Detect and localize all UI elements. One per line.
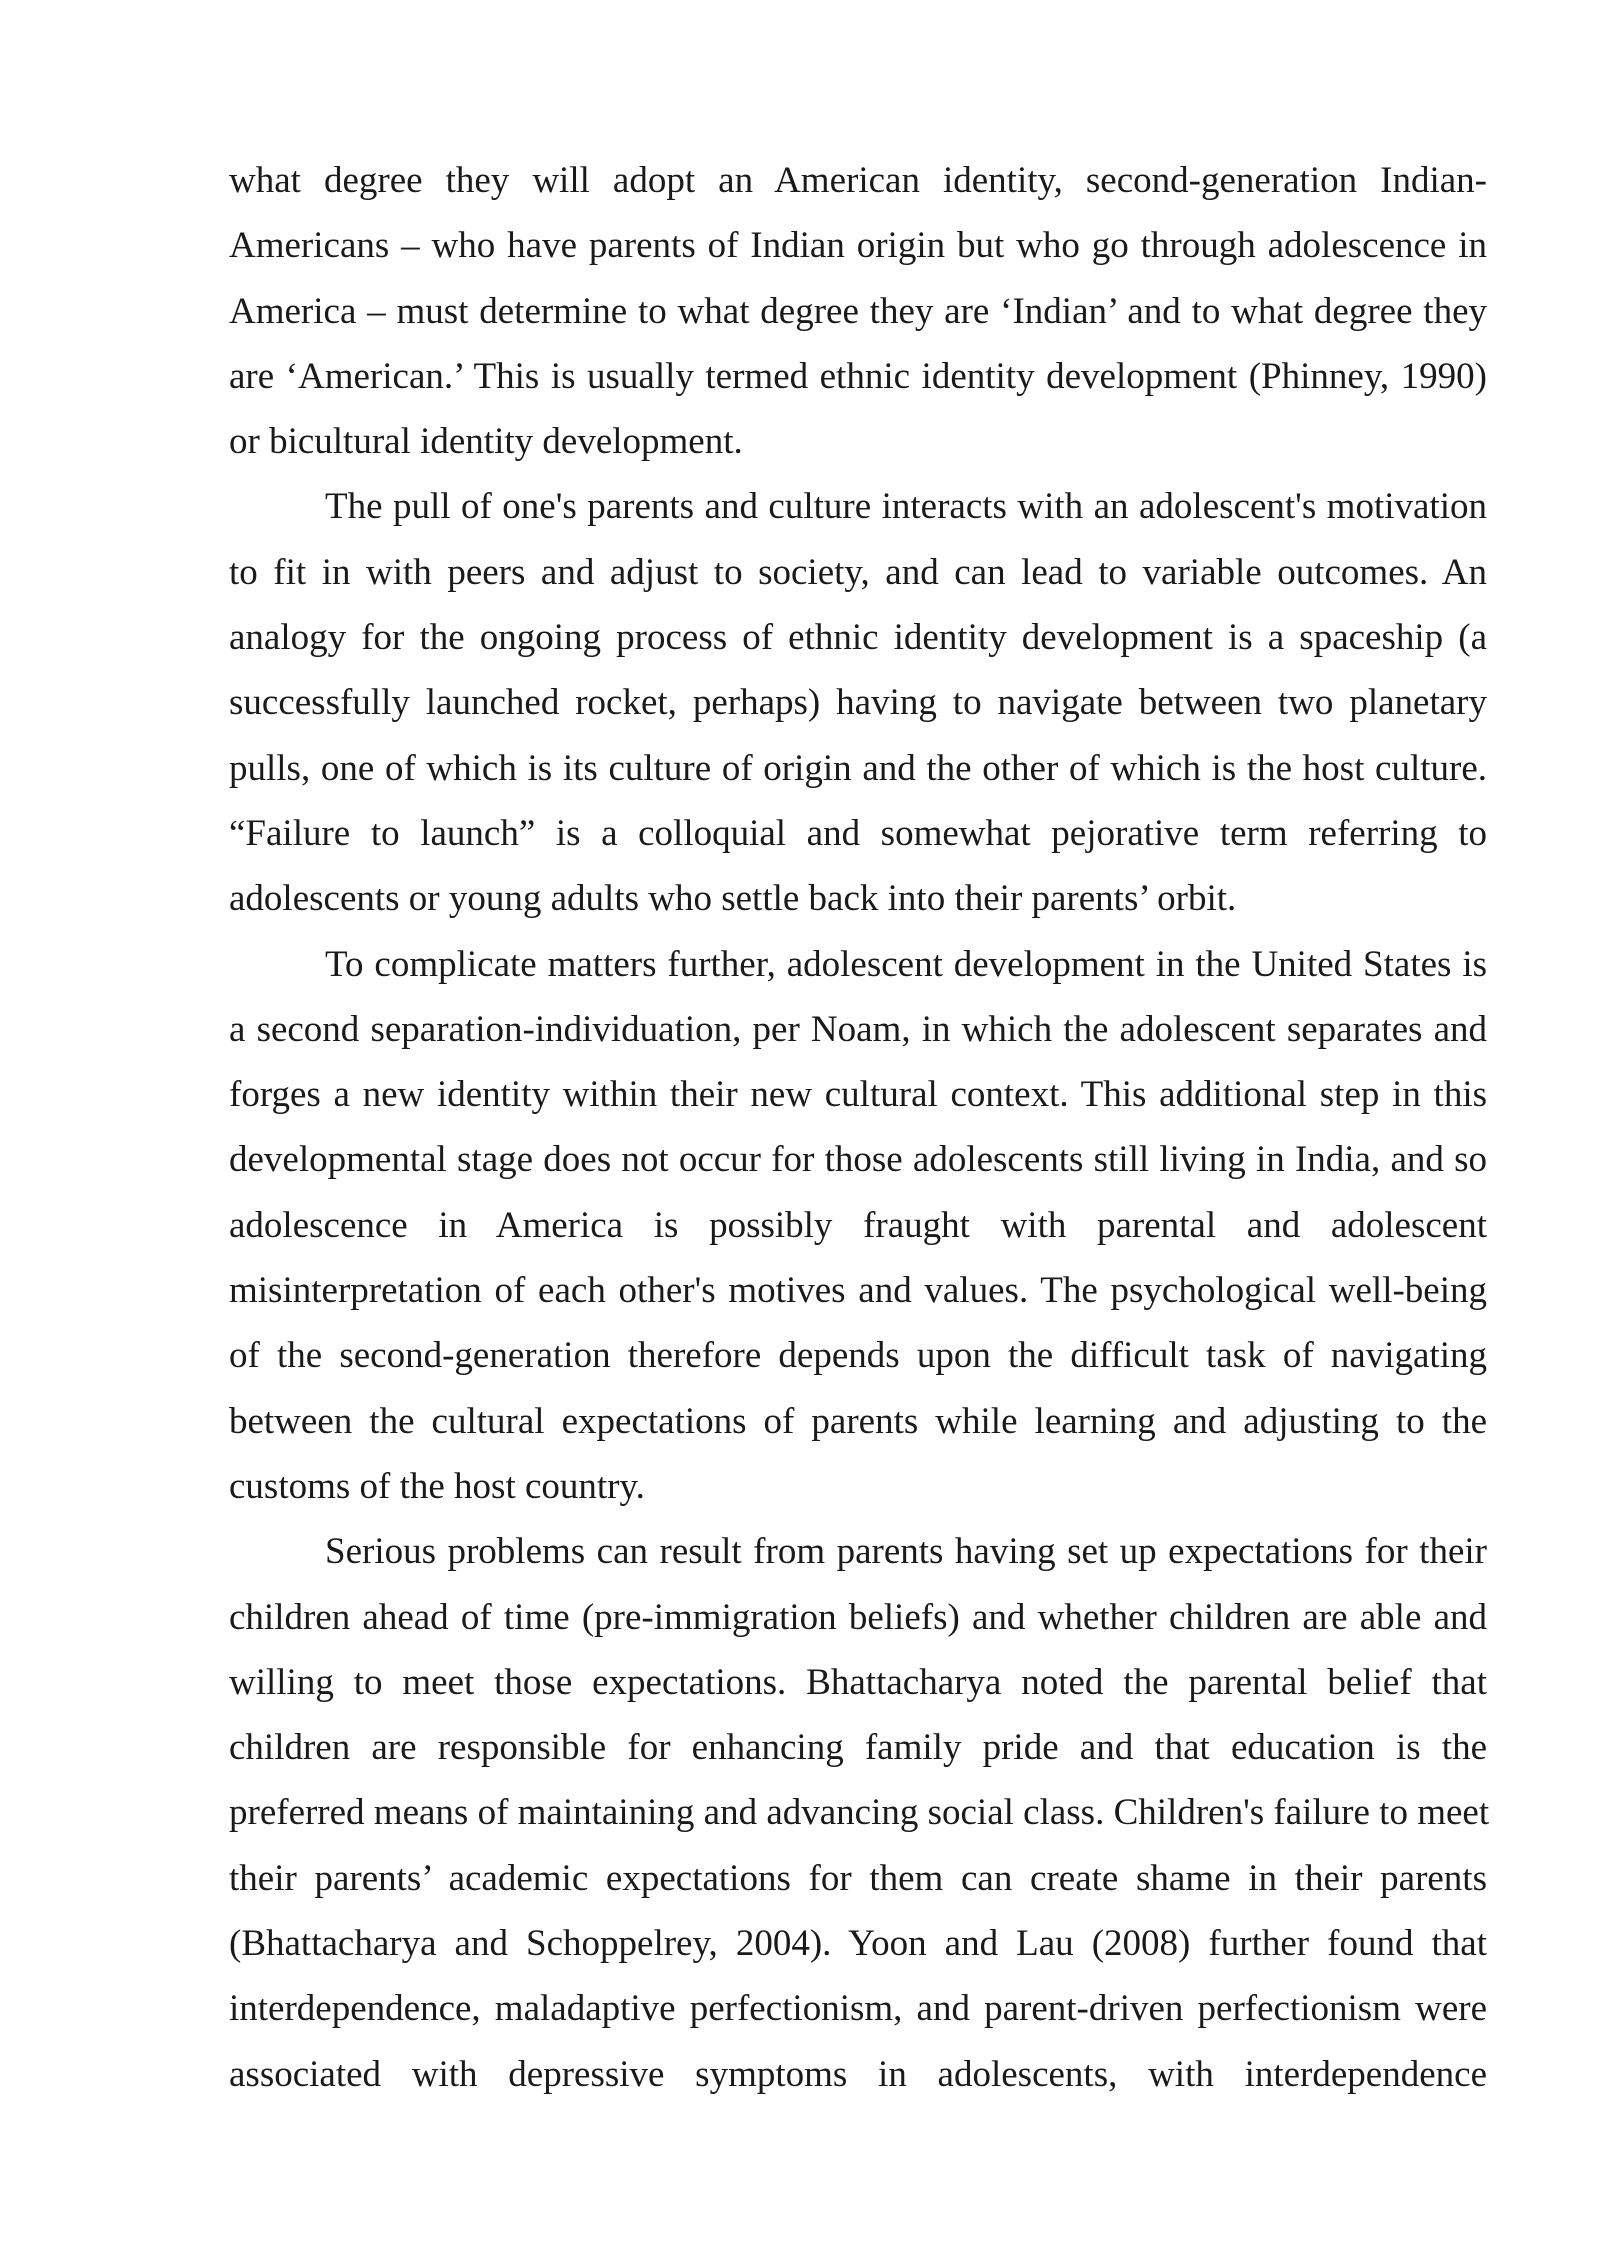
- text-line: misinterpretation of each other's motives and values. The psychological well-being: [229, 1270, 1487, 1312]
- text-line: customs of the host country.: [229, 1465, 645, 1507]
- text-line: willing to meet those expectations. Bhattacharya noted the parental belief that: [229, 1661, 1487, 1703]
- text-line: a second separation-individuation, per Noam, in which the adolescent separates and: [229, 1008, 1487, 1050]
- text-line: their parents’ academic expectations for them can create shame in their parents: [229, 1857, 1487, 1899]
- text-line: what degree they will adopt an American identity, second-generation Indian-: [229, 160, 1487, 201]
- text-line: associated with depressive symptoms in adolescents, with interdependence: [229, 2053, 1487, 2095]
- text-line: between the cultural expectations of parents while learning and adjusting to the: [229, 1400, 1487, 1442]
- text-line: To complicate matters further, adolescent development in the United States is: [325, 943, 1487, 985]
- document-page: [229, 148, 1490, 2107]
- text-line: adolescents or young adults who settle back into their parents’ orbit.: [229, 878, 1237, 920]
- text-line: children ahead of time (pre-immigration beliefs) and whether children are able and: [229, 1596, 1487, 1638]
- text-line: “Failure to launch” is a colloquial and somewhat pejorative term referring to: [229, 812, 1487, 854]
- text-line: (Bhattacharya and Schoppelrey, 2004). Yoon and Lau (2008) further found that: [229, 1923, 1487, 1965]
- text-line: America – must determine to what degree they are ‘Indian’ and to what degree they: [229, 290, 1487, 332]
- text-line: Serious problems can result from parents having set up expectations for their: [325, 1531, 1487, 1573]
- text-line: analogy for the ongoing process of ethnic identity development is a spaceship (a: [229, 617, 1487, 659]
- paragraph-2: [229, 474, 1487, 931]
- text-line: Americans – who have parents of Indian origin but who go through adolescence in: [229, 225, 1487, 267]
- text-line: developmental stage does not occur for those adolescents still living in India, and so: [229, 1139, 1487, 1181]
- text-line: children are responsible for enhancing family pride and that education is the: [229, 1727, 1487, 1769]
- text-line: are ‘American.’ This is usually termed ethnic identity development (Phinney, 1990): [229, 355, 1487, 397]
- text-line: preferred means of maintaining and advancing social class. Children's failure to meet: [229, 1792, 1490, 1834]
- text-line: pulls, one of which is its culture of origin and the other of which is the host culture.: [229, 747, 1487, 789]
- text-line: forges a new identity within their new cultural context. This additional step in this: [229, 1074, 1487, 1116]
- text-line: successfully launched rocket, perhaps) having to navigate between two planetary: [229, 682, 1487, 724]
- paragraph-4: [229, 1519, 1490, 2107]
- paragraph-1: [229, 148, 1487, 474]
- text-line: interdependence, maladaptive perfectionism, and parent-driven perfectionism were: [229, 1988, 1487, 2030]
- text-line: to fit in with peers and adjust to society, and can lead to variable outcomes. An: [229, 551, 1487, 593]
- text-line: of the second-generation therefore depends upon the difficult task of navigating: [229, 1335, 1487, 1377]
- paragraph-3: [229, 932, 1487, 1520]
- text-line: or bicultural identity development.: [229, 421, 743, 463]
- text-line: adolescence in America is possibly fraught with parental and adolescent: [229, 1204, 1487, 1246]
- text-line: The pull of one's parents and culture interacts with an adolescent's motivation: [325, 486, 1487, 528]
